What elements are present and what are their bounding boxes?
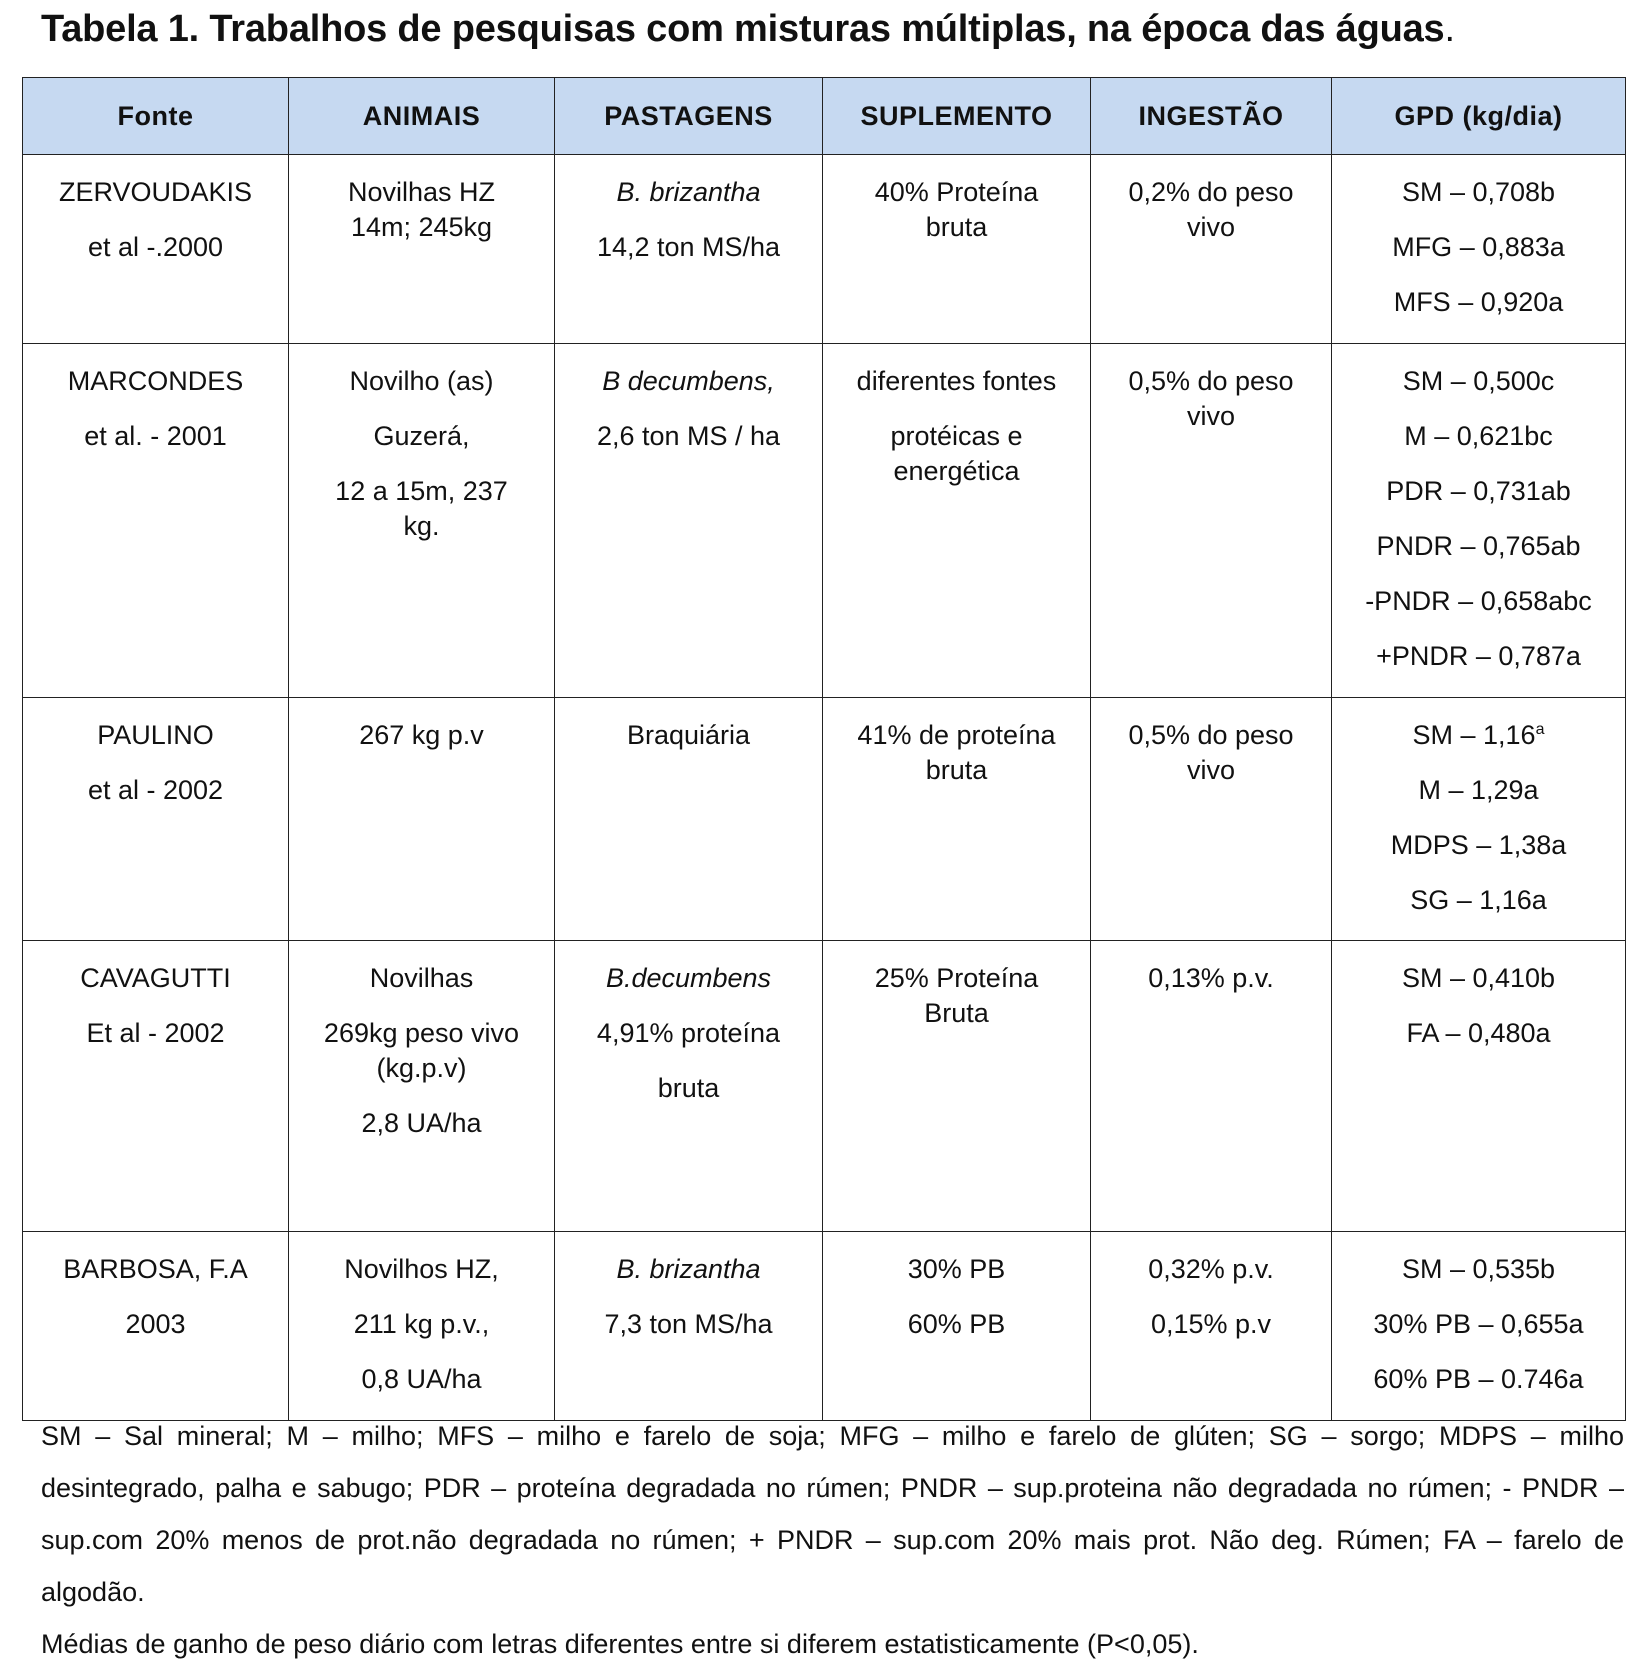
cell-line: 2,8 UA/ha xyxy=(361,1108,482,1138)
cell-animais xyxy=(289,344,555,698)
cell-line: 2,6 ton MS / ha xyxy=(596,421,781,451)
cell-ingestao xyxy=(1091,698,1332,941)
cell-line: 267 kg p.v xyxy=(359,720,484,750)
cell-line: MDPS – 1,38a xyxy=(1390,830,1567,860)
cell-ingestao xyxy=(1091,1232,1332,1421)
cell-line: -PNDR – 0,658abc xyxy=(1365,586,1592,616)
cell-line: SM – 0,500c xyxy=(1402,366,1555,396)
cell-line: MFS – 0,920a xyxy=(1393,287,1564,317)
research-table xyxy=(22,77,1626,1421)
cell-line: +PNDR – 0,787a xyxy=(1376,641,1581,671)
cell-line: Novilhas xyxy=(369,963,474,993)
statistics-note: Médias de ganho de peso diário com letras diferentes entre si diferem estatisticamente (P<0,05). xyxy=(41,1629,1199,1659)
cell-line: M – 1,29a xyxy=(1418,775,1539,805)
cell-line: SM – 0,535b xyxy=(1401,1254,1556,1284)
table-row xyxy=(23,344,1626,698)
cell-ingestao xyxy=(1091,344,1332,698)
cell-line: et al. - 2001 xyxy=(84,421,227,451)
cell-line: 14,2 ton MS/ha xyxy=(596,232,781,262)
cell-line: Guzerá, xyxy=(373,421,470,451)
cell-line: 41% de proteína bruta xyxy=(857,720,1056,785)
header-suplemento: SUPLEMENTO xyxy=(823,78,1091,155)
cell-ingestao xyxy=(1091,155,1332,344)
cell-line: 60% PB xyxy=(907,1309,1006,1339)
table-title xyxy=(41,8,1455,51)
cell-line: 0,5% do peso vivo xyxy=(1128,366,1294,431)
cell-fonte xyxy=(23,698,289,941)
cell-pastagens xyxy=(555,698,823,941)
cell-line: BARBOSA, F.A xyxy=(63,1254,248,1284)
table-footnotes xyxy=(41,1410,1624,1670)
header-animais: ANIMAIS xyxy=(289,78,555,155)
cell-line: B. brizantha xyxy=(616,1254,761,1284)
cell-line: 7,3 ton MS/ha xyxy=(604,1309,773,1339)
cell-gpd xyxy=(1332,698,1626,941)
cell-suplemento xyxy=(823,1232,1091,1421)
header-gpd: GPD (kg/dia) xyxy=(1332,78,1626,155)
cell-suplemento xyxy=(823,941,1091,1232)
cell-line: 0,13% p.v. xyxy=(1148,963,1274,993)
cell-line: et al -.2000 xyxy=(87,232,224,262)
cell-line: PAULINO xyxy=(97,720,214,750)
cell-line xyxy=(1338,718,1619,753)
cell-line: SM – 0,410b xyxy=(1401,963,1556,993)
gpd-value: SM – 1,16 xyxy=(1412,720,1536,750)
cell-line: Novilho (as) xyxy=(349,366,494,396)
table-title-text: Tabela 1. Trabalhos de pesquisas com misturas múltiplas, na época das águas xyxy=(41,8,1445,50)
cell-fonte xyxy=(23,344,289,698)
cell-line: PDR – 0,731ab xyxy=(1386,476,1571,506)
cell-line: diferentes fontes xyxy=(856,366,1057,396)
cell-fonte xyxy=(23,1232,289,1421)
header-fonte: Fonte xyxy=(23,78,289,155)
cell-suplemento xyxy=(823,344,1091,698)
cell-line: SG – 1,16a xyxy=(1410,885,1547,915)
cell-line: Novilhas HZ 14m; 245kg xyxy=(347,177,496,242)
header-ingestao: INGESTÃO xyxy=(1091,78,1332,155)
cell-line: Novilhos HZ, xyxy=(344,1254,499,1284)
cell-line: bruta xyxy=(657,1073,720,1103)
cell-fonte xyxy=(23,941,289,1232)
cell-line: MARCONDES xyxy=(67,366,244,396)
cell-animais xyxy=(289,698,555,941)
header-pastagens: PASTAGENS xyxy=(555,78,823,155)
cell-pastagens xyxy=(555,155,823,344)
cell-line: Et al - 2002 xyxy=(86,1018,225,1048)
cell-line: 0,5% do peso vivo xyxy=(1128,720,1294,785)
cell-line: 0,32% p.v. xyxy=(1148,1254,1274,1284)
cell-line: B.decumbens xyxy=(605,963,772,993)
cell-line: FA – 0,480a xyxy=(1406,1018,1551,1048)
cell-suplemento xyxy=(823,155,1091,344)
cell-line: B decumbens, xyxy=(602,366,775,396)
cell-line: 30% PB xyxy=(907,1254,1006,1284)
cell-line: protéicas e energética xyxy=(890,421,1023,486)
table-row xyxy=(23,1232,1626,1421)
cell-line: 0,8 UA/ha xyxy=(361,1364,482,1394)
cell-pastagens xyxy=(555,344,823,698)
cell-gpd xyxy=(1332,1232,1626,1421)
cell-line: et al - 2002 xyxy=(87,775,224,805)
cell-animais xyxy=(289,155,555,344)
table-title-period: . xyxy=(1444,8,1455,50)
cell-line: Braquiária xyxy=(626,720,751,750)
cell-line: ZERVOUDAKIS xyxy=(58,177,253,207)
cell-animais xyxy=(289,941,555,1232)
table-row xyxy=(23,941,1626,1232)
cell-line: 2003 xyxy=(125,1309,186,1339)
cell-line: 30% PB – 0,655a xyxy=(1373,1309,1584,1339)
cell-gpd xyxy=(1332,941,1626,1232)
cell-line: PNDR – 0,765ab xyxy=(1376,531,1581,561)
cell-line: SM – 0,708b xyxy=(1401,177,1556,207)
cell-pastagens xyxy=(555,941,823,1232)
cell-line: 269kg peso vivo (kg.p.v) xyxy=(323,1018,520,1083)
cell-gpd xyxy=(1332,155,1626,344)
cell-line: 4,91% proteína xyxy=(596,1018,781,1048)
cell-line: 12 a 15m, 237 kg. xyxy=(335,476,508,541)
table-row xyxy=(23,155,1626,344)
cell-line: 40% Proteína bruta xyxy=(874,177,1039,242)
cell-line: M – 0,621bc xyxy=(1404,421,1553,451)
abbreviations-note: SM – Sal mineral; M – milho; MFS – milho e farelo de soja; MFG – milho e farelo de glúten; SG – sorgo; MDPS – milho desintegrado, palha e sabugo; PDR – proteína degradada no rúmen; PNDR – sup.proteina não degradada no rúmen; - PNDR – sup.com 20% menos de prot.não degradada no rúmen; + PNDR – sup.com 20% mais prot. Não deg. Rúmen; FA – farelo de algodão. xyxy=(41,1421,1624,1607)
cell-line: 25% Proteína Bruta xyxy=(874,963,1039,1028)
cell-animais xyxy=(289,1232,555,1421)
cell-suplemento xyxy=(823,698,1091,941)
cell-pastagens xyxy=(555,1232,823,1421)
cell-line: 0,15% p.v xyxy=(1150,1309,1272,1339)
cell-ingestao xyxy=(1091,941,1332,1232)
cell-fonte xyxy=(23,155,289,344)
cell-line: B. brizantha xyxy=(616,177,761,207)
gpd-superscript: a xyxy=(1535,721,1545,738)
cell-line: MFG – 0,883a xyxy=(1392,232,1565,262)
header-row xyxy=(23,78,1626,155)
cell-line: CAVAGUTTI xyxy=(80,963,231,993)
cell-line: 60% PB – 0.746a xyxy=(1373,1364,1584,1394)
table-row xyxy=(23,698,1626,941)
cell-line: 0,2% do peso vivo xyxy=(1128,177,1294,242)
cell-gpd xyxy=(1332,344,1626,698)
cell-line: 211 kg p.v., xyxy=(353,1309,490,1339)
